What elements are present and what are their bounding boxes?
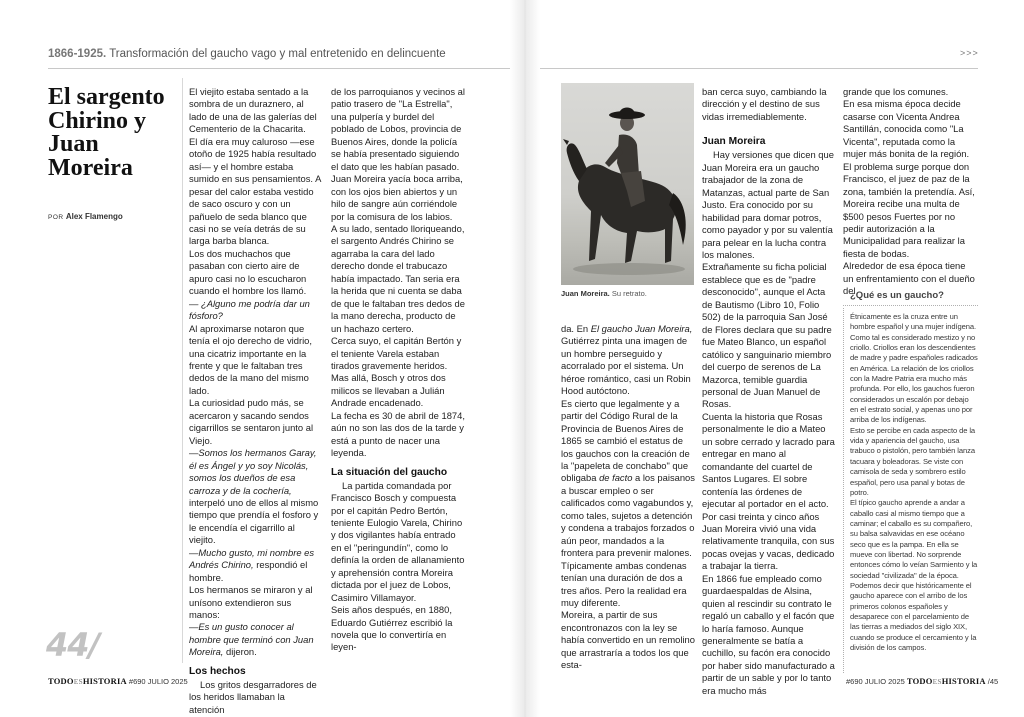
paragraph: En esa misma época decide casarse con Vicenta Andrea Santillán, conocida como "La Vicenta", reputada como la mujer más bonita de la región. El problema surge porque don Francisco, el juez de paz de la zona, también la pretendía. Así, Moreira recibe una multa de $500 pesos Fuertes por no pedir autorización a la Municipalidad para realizar la fiesta de bodas. xyxy=(843,98,975,259)
paragraph: Alrededor de esa época tiene un enfrentamiento con el dueño del xyxy=(843,260,975,297)
paragraph: Cerca suyo, el capitán Bertón y el teniente Varela estaban tirados gravemente heridos. xyxy=(331,335,462,371)
paragraph xyxy=(189,298,321,323)
paragraph: Moreira, a partir de sus encontronazos con la ley se había convertido en un remolino que arrastraría a todos los que esta- xyxy=(561,609,695,671)
paragraph: Cuenta la historia que Rosas personalmente le dio a Mateo un sobre cerrado y lacrado para entregar en mano al comandante del cuartel de Santos Lugares. El sobre contenía las órdenes de ejecutar al portador en el acto. xyxy=(702,410,835,510)
paragraph: Por casi treinta y cinco años Juan Moreira vivió una vida relativamente tranquila, con sus pocas ovejas y vacas, dedicado a trabajar la tierra. xyxy=(702,510,835,572)
text-column-3 xyxy=(561,323,696,672)
paragraph: de los parroquianos y vecinos al patio trasero de "La Estrella", una pulpería y burdel del poblado de Lobos, provincia de Buenos Aires, donde la policía se había presentado siguiendo el dato que les habían pasado. xyxy=(331,86,465,172)
header-rule-right xyxy=(540,68,978,69)
portrait-photo xyxy=(561,83,694,285)
dialogue: —Mucho gusto, mi nombre es Andrés Chirino, xyxy=(189,546,315,571)
paragraph: Los gritos desgarradores de los heridos llamaban la atención xyxy=(189,678,317,715)
paragraph: El viejito estaba sentado a la sombra de un duraznero, al lado de una de las galerías del Cementerio de la Chacarita. xyxy=(189,86,317,135)
spread-gutter xyxy=(510,0,540,717)
byline xyxy=(48,212,123,221)
paragraph: El día era muy caluroso —ese otoño de 1925 había resultado así— y el hombre estaba sumido en sus pensamientos. A pesar del calor estaba vestido de saco oscuro y con un pañuelo de seda blanco que casi no se veía detrás de su larga barba blanca. xyxy=(189,135,321,247)
photo-caption xyxy=(561,289,701,298)
sidebar-rule xyxy=(843,305,978,306)
next-page-arrows[interactable]: >>> xyxy=(960,48,979,58)
page-number-right: /45 xyxy=(987,677,999,686)
paragraph: Seis años después, en 1880, Eduardo Gutiérrez escribió la novela que lo convertiría en leyen- xyxy=(331,604,453,653)
paragraph: grande que los comunes. xyxy=(843,86,949,97)
paragraph: Los dos muchachos que pasaban con cierto aire de apuro casi no lo escucharon cuando el hombre los llamó. xyxy=(189,247,307,297)
magazine-logo: TODOESHISTORIA xyxy=(906,676,986,686)
subheading: Juan Moreira xyxy=(702,136,766,148)
header-subtitle: Transformación del gaucho vago y mal entretenido en delincuente xyxy=(109,48,446,60)
caption-name: Juan Moreira. xyxy=(561,289,610,298)
text-column-5 xyxy=(843,86,978,298)
narration: dijeron. xyxy=(223,646,257,658)
narration: respondió el hombre. xyxy=(189,559,308,583)
sidebar-title: ¿Qué es un gaucho? xyxy=(850,290,944,301)
article-title: El sargento Chirino y Juan Moreira xyxy=(48,84,165,181)
text-column-2 xyxy=(331,86,467,654)
dialogue: —Somos los hermanos Garay, él es Ángel y yo soy Nicolás, somos los dueños de esa carroza y de la cochería, xyxy=(189,447,317,496)
caption-text: Su retrato. xyxy=(609,289,647,298)
issue-label: #690 JULIO 2025 xyxy=(846,677,905,686)
byline-author: Alex Flamengo xyxy=(65,212,123,221)
paragraph xyxy=(189,621,321,658)
paragraph: Extrañamente su ficha policial establece que es de "padre desconocido", aunque el Acta de Bautismo (Libro 10, Folio 502) de la parroquia San José de Flores declara que su padre fue Mateo Blanco, un español católico y sanguinario miembro del cuerpo de serenos de La Mazorca, temible guardia personal de Juan Manuel de Rosas. xyxy=(702,261,832,410)
dialogue: — ¿Alguno me podría dar un fósforo? xyxy=(189,297,310,322)
paragraph xyxy=(189,547,321,584)
text-column-1 xyxy=(189,86,321,716)
column-divider xyxy=(182,78,183,663)
dialogue: —Es un gusto conocer al hombre que terminó con Juan Moreira, xyxy=(189,621,314,658)
sidebar-paragraph: Étnicamente es la cruza entre un hombre español y una mujer indígena. Como tal es considerado mestizo y no criollo. Criollos eran los descendientes de madre y padre españoles radicados en América. La relación de los criollos con la Madre Patria era mucho más profunda. Por ello, los gauchos fueron considerados un escalón por debajo en el estrato social, y apenas uno por arriba de los indígenas. xyxy=(850,312,978,425)
rider-on-horse-image xyxy=(561,83,694,285)
paragraph: ban cerca suyo, cambiando la dirección y el destino de sus vidas irremediablemente. xyxy=(702,86,827,122)
sidebar-text xyxy=(850,312,978,653)
sidebar-paragraph: Podemos decir que históricamente el gaucho aparece con el arribo de los primeros colonos españoles y desaparece con el parcelamiento de las tierras a mediados del siglo XIX, cuando se produce el cercamiento y la división de los campos. xyxy=(850,580,977,652)
magazine-logo: TODOESHISTORIA xyxy=(48,676,127,686)
paragraph: La partida comandada por Francisco Bosch y compuesta por el capitán Pedro Bertón, teniente Eulogio Varela, Chirino y dos vigilantes había entrado en el "peringundín", como lo definía la orden de allanamiento y aprehensión contra Moreira dictada por el juez de Lobos, Casimiro Villamayor. xyxy=(331,479,465,603)
subheading: La situación del gaucho xyxy=(331,466,448,478)
subheading: Los hechos xyxy=(189,665,246,677)
footer-right xyxy=(846,676,998,686)
paragraph: A su lado, sentado lloriqueando, el sargento Andrés Chirino se agarraba la cara del lado derecho donde el trabucazo había impactado. Tan seria era la herida que ni cuenta se daba de que le faltaban tres dedos de la mano derecha, producto de un hachazo certero. xyxy=(331,222,465,334)
issue-label: #690 JULIO 2025 xyxy=(128,677,188,686)
paragraph: La curiosidad pudo más, se acercaron y sacando sendos cigarrillos se sentaron junto al Viejo. xyxy=(189,397,314,446)
header-rule-left xyxy=(48,68,510,69)
header-years: 1866-1925. xyxy=(48,48,107,60)
paragraph xyxy=(189,447,321,547)
running-header xyxy=(48,48,508,60)
paragraph: Juan Moreira yacía boca arriba, con los ojos bien abiertos y un hilo de sangre aún corriéndole por la comisura de los labios. xyxy=(331,173,463,222)
latin-phrase: de facto xyxy=(599,472,633,484)
footer-left xyxy=(48,676,188,686)
text-column-4 xyxy=(702,86,836,697)
paragraph: Los hermanos se miraron y al unísono extendieron sus manos: xyxy=(189,584,313,621)
sidebar-paragraph: El típico gaucho aprende a andar a caballo casi al mismo tiempo que a caminar; el caballo es su compañero, su balsa salvavidas en ese océano seco que es la pampa. En ella se mueve con libertad. No sorprende entonces cómo lo veían Sarmiento y la sociedad "civilizada" de la época. xyxy=(850,498,978,580)
narration: interpeló uno de ellos al mismo tiempo que prendía el fosforo y le encendía el cigarrillo al viejito. xyxy=(189,496,319,546)
paragraph: En 1866 fue empleado como guardaespaldas de Alsina, quien al rescindir su contrato le regaló un caballo y el facón que lo haría famoso. Aunque generalmente se batía a cuchillo, su facón era conocido por haber sido manufacturado a partir de un sable y por lo tanto era mucho más xyxy=(702,572,835,696)
paragraph: da. En El gaucho Juan Moreira, Gutiérrez pinta una imagen de un hombre perseguido y acorralado por el sistema. Un héroe romántico, casi un Robin Hood autóctono. xyxy=(561,323,693,397)
sidebar-paragraph: Esto se percibe en cada aspecto de la vida y apariencia del gaucho, usa trabuco o pistolón, pero también lanza tacuara y boleadoras. Se viste con camisola de seda y sombrero estilo español, pero usa panal y botas de potro. xyxy=(850,425,976,497)
page-number-left: 44/ xyxy=(46,626,100,664)
paragraph: Mas allá, Bosch y otros dos milicos se llevaban a Julián Andrade encadenado. xyxy=(331,372,446,409)
byline-prefix: POR xyxy=(48,214,64,221)
sidebar-border xyxy=(843,308,844,673)
book-title: El gaucho Juan Moreira, xyxy=(590,323,693,334)
paragraph: Es cierto que legalmente y a partir del Código Rural de la Provincia de Buenos Aires de 1865 se cambió el estatus de los gauchos con la creación de la "papeleta de conchabo" que obligaba de facto a los paisanos a buscar empleo o ser calificados como vagabundos y, como tales, sujetos a detención y condena a trabajos forzados o aún peor, mandados a la frontera para prevenir malones. Típicamente ambas condenas tenían una duración de dos a tres años. Pero la realidad era muy diferente. xyxy=(561,397,695,608)
paragraph: Al aproximarse notaron que tenía el ojo derecho de vidrio, una cicatriz importante en la frente y que le faltaban tres dedos de la mano del mismo lado. xyxy=(189,322,312,396)
paragraph: Hay versiones que dicen que Juan Moreira era un gaucho trabajador de la zona de Matanzas, actual parte de San Justo. Era conocido por su habilidad para domar potros, como payador y por su valentía para pelear en la lucha contra los malones. xyxy=(702,149,834,260)
paragraph: La fecha es 30 de abril de 1874, aún no son las dos de la tarde y está a punto de nacer una leyenda. xyxy=(331,409,465,459)
